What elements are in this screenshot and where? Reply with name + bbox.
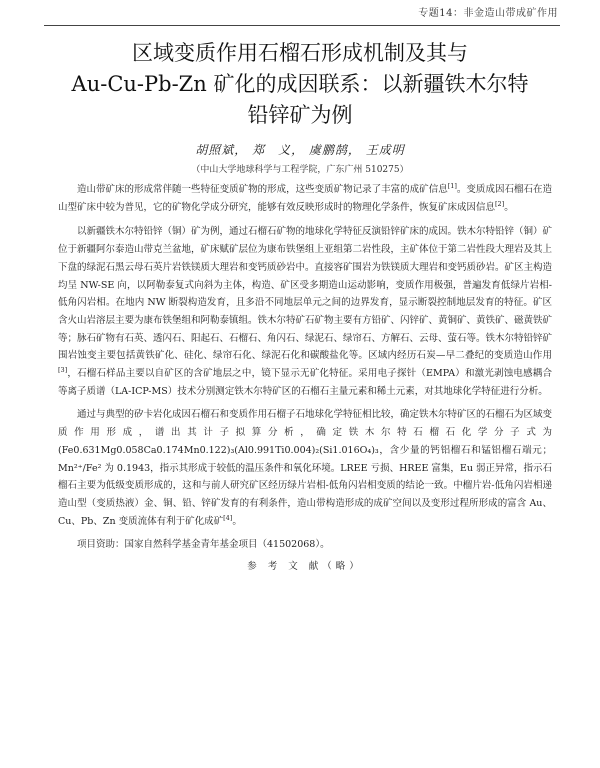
funding-note: 项目资助：国家自然科学基金青年基金项目（41502068）。 xyxy=(77,539,330,551)
title-line-1: 区域变质作用石榴石形成机制及其与 xyxy=(132,41,468,65)
references-heading: 参 考 文 献（略） xyxy=(247,561,363,573)
paragraph-text: ，石榴石样品主要以自矿区的含矿地层之中，镜下显示无矿化特征。采用电子探针（EMPA）和激光剥蚀电感耦合等离子质谱（LA-ICP-MS）技术分别测定铁木尔特矿区的石榴石主量元素和稀土元素，对其地球化学特征进行分析。 xyxy=(58,368,552,397)
paragraph-text: 以新疆铁木尔特铅锌（铜）矿为例，通过石榴石矿物的地球化学特征反演铅锌矿床的成因。铁木尔特铅锌（铜）矿位于新疆阿尔泰造山带克兰盆地，矿床赋矿层位为康布铁堡组上亚组第二岩性段，主矿体位于第二岩性段大理岩及其上下盘的绿泥石黑云母石英片岩铁镁质大理岩和变钙质砂岩中。直接容矿围岩为铁镁质大理岩和变钙质砂岩。矿区主构造均呈 NW-SE 向，以阿勒泰复式向斜为主体，构造、矿区受多期造山运动影响，变质作用极强，普遍发育低绿片岩相-低角闪岩相。在地内 NW 断裂构造发育，且多沿不同地层单元之间的边界发育，显示断裂控制地层发育的特征。矿区含火山岩溶层主要为康布铁堡组和阿勒泰镇组。铁木尔特矿石矿物主要有方铅矿、闪锌矿、黄铜矿、黄铁矿、磁黄铁矿等；脉石矿物有石英、透闪石、阳起石、石榴石、角闪石、绿泥石、绿帘石、方解石、云母、萤石等。铁木尔特铅锌矿围岩蚀变主要包括黄铁矿化、硅化、绿帘石化、绿泥石化和碳酸盐化等。区域内经历石炭—早二叠纪的变质造山作用 xyxy=(58,226,553,362)
paper-title xyxy=(40,38,560,131)
citation: [2] xyxy=(495,199,505,208)
paragraph-text: 。 xyxy=(504,201,514,213)
citation: [3] xyxy=(58,365,68,374)
header-rule xyxy=(44,25,560,26)
paragraph-text: 。 xyxy=(232,515,242,527)
title-line-2: Au-Cu-Pb-Zn 矿化的成因联系：以新疆铁木尔特 xyxy=(71,72,529,96)
title-line-3: 铅锌矿为例 xyxy=(247,103,353,127)
running-header: 专题14：非金造山带成矿作用 xyxy=(418,8,558,19)
paragraph-text: 通过与典型的矽卡岩化成因石榴石和变质作用石榴子石地球化学特征相比较，确定铁木尔特矿区的石榴石为区域变质作用形成，谱出其计子拟算分析，确定铁木尔特石榴石化学分子式为(Fe0.631Mg0.058Ca0.174Mn0.122)₃(Al0.991Ti0.004)₂(Si1.016O₄)₃，含少量的钙铝榴石和锰铝榴石端元；Mn²⁺/Fe² 为 0.1943，指示其形成于较低的温压条件和氧化环境。LREE 亏损、HREE 富集，Eu 弱正异常，指示石榴石主要为低级变质形成的，这和与前人研究矿区经历绿片岩相-低角闪岩相变质的结论一致。中榴片岩-低角闪岩相递造山型（变质热液）金、铜、铅、锌矿发育的有利条件，造山带构造形成的成矿空间以及变形过程所形成的富含 Au、Cu、Pb、Zn 变质流体有利于矿化成矿 xyxy=(58,409,553,527)
body-text xyxy=(58,181,552,576)
paragraph-1 xyxy=(58,181,552,216)
paragraph-3 xyxy=(58,406,552,530)
citation: [4] xyxy=(223,513,233,522)
paragraph-2 xyxy=(58,223,552,400)
paragraph-text: 造山带矿床的形成常伴随一些特征变质矿物的形成，这些变质矿物记录了丰富的成矿信息 xyxy=(77,184,448,195)
citation: [1] xyxy=(447,181,457,190)
authors: 胡照斌， 郑 义， 虞鹏鹄， 王成明 xyxy=(195,143,405,157)
paragraph-text: 。变质成因石榴石在造山型矿床中较为普见，它的矿物化学成分研究，能够有效反映形成时的物理化学条件，恢复矿床成因信息 xyxy=(58,184,552,213)
affiliation: （中山大学地球科学与工程学院，广东广州 510275） xyxy=(191,165,409,175)
